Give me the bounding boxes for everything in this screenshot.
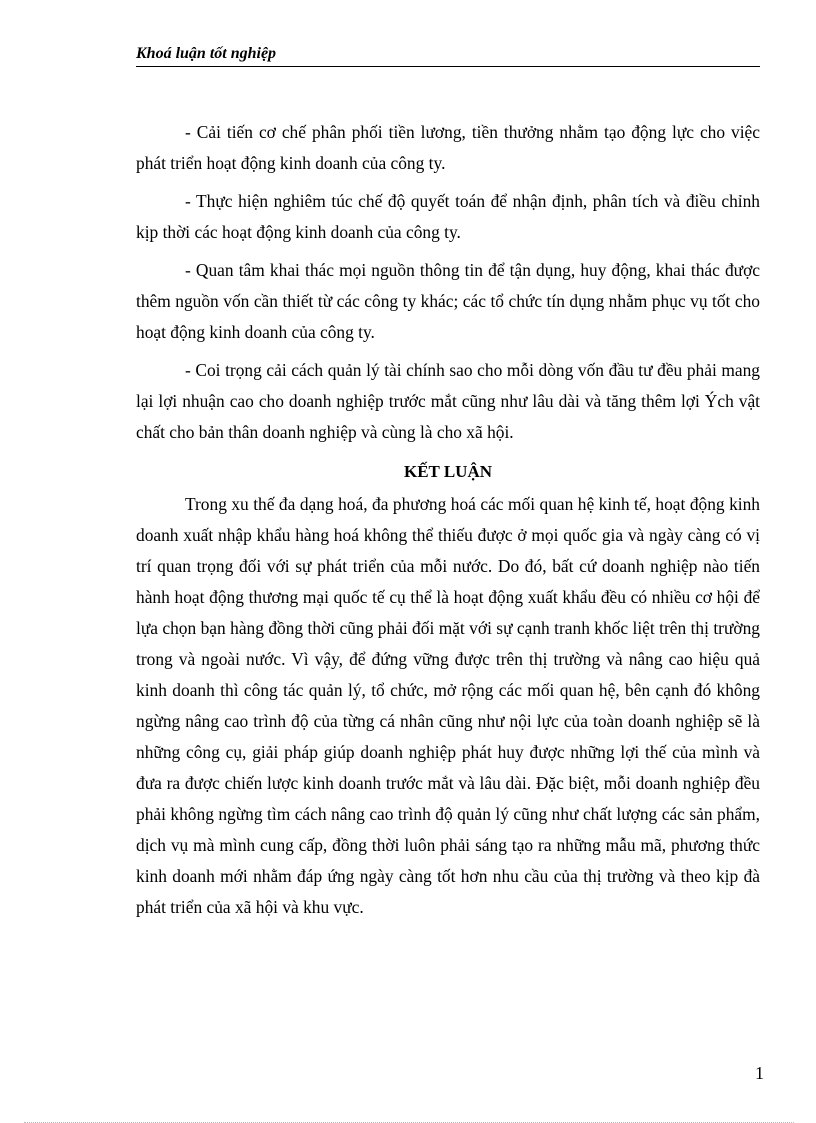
page-number: 1 [755, 1063, 764, 1083]
bullet-paragraph: - Thực hiện nghiêm túc chế độ quyết toán để nhận định, phân tích và điều chỉnh kịp thời các hoạt động kinh doanh của công ty. [136, 191, 760, 242]
bullet-paragraph: - Quan tâm khai thác mọi nguồn thông tin để tận dụng, huy động, khai thác được thêm nguồn vốn cần thiết từ các công ty khác; các tổ chức tín dụng nhằm phục vụ tốt cho hoạt động kinh doanh của công ty. [136, 260, 760, 342]
conclusion-paragraph: Trong xu thế đa dạng hoá, đa phương hoá các mối quan hệ kinh tế, hoạt động kinh doanh xuất nhập khẩu hàng hoá không thể thiếu được ở mọi quốc gia và ngày càng có vị trí quan trọng đối với sự phát triển của mỗi nước. Do đó, bất cứ doanh nghiệp nào tiến hành hoạt động thương mại quốc tế cụ thể là hoạt động xuất khẩu đều có nhiều cơ hội để lựa chọn bạn hàng đồng thời cũng phải đối mặt với sự cạnh tranh khốc liệt trên thị trường trong và ngoài nước. Vì vậy, để đứng vững được trên thị trường và nâng cao hiệu quả kinh doanh thì công tác quản lý, tổ chức, mở rộng các mối quan hệ, bên cạnh đó không ngừng nâng cao trình độ của từng cá nhân cũng như nội lực của toàn doanh nghiệp sẽ là những công cụ, giải pháp giúp doanh nghiệp phát huy được những lợi thế của mình và đưa ra được chiến lược kinh doanh trước mắt và lâu dài. Đặc biệt, mỗi doanh nghiệp đều phải không ngừng tìm cách nâng cao trình độ quản lý cũng như chất lượng các sản phẩm, dịch vụ mà mình cung cấp, đồng thời luôn phải sáng tạo ra những mẫu mã, phương thức kinh doanh mới nhằm đáp ứng ngày càng tốt hơn nhu cầu của thị trường và theo kịp đà phát triển của xã hội và khu vực. [136, 494, 760, 917]
running-header: Khoá luận tốt nghiệp [136, 45, 277, 62]
body-text [136, 117, 760, 930]
bullet-paragraph: - Coi trọng cải cách quản lý tài chính sao cho mỗi dòng vốn đầu tư đều phải mang lại lợi nhuận cao cho doanh nghiệp trước mắt cũng như lâu dài và tăng thêm lợi Ých vật chất cho bản thân doanh nghiệp và cùng là cho xã hội. [136, 360, 760, 442]
bullet-paragraph: - Cải tiến cơ chế phân phối tiền lương, tiền thưởng nhằm tạo động lực cho việc phát triển hoạt động kinh doanh của công ty. [136, 122, 760, 173]
section-heading: KẾT LUẬN [403, 462, 492, 481]
header-divider [136, 66, 760, 67]
